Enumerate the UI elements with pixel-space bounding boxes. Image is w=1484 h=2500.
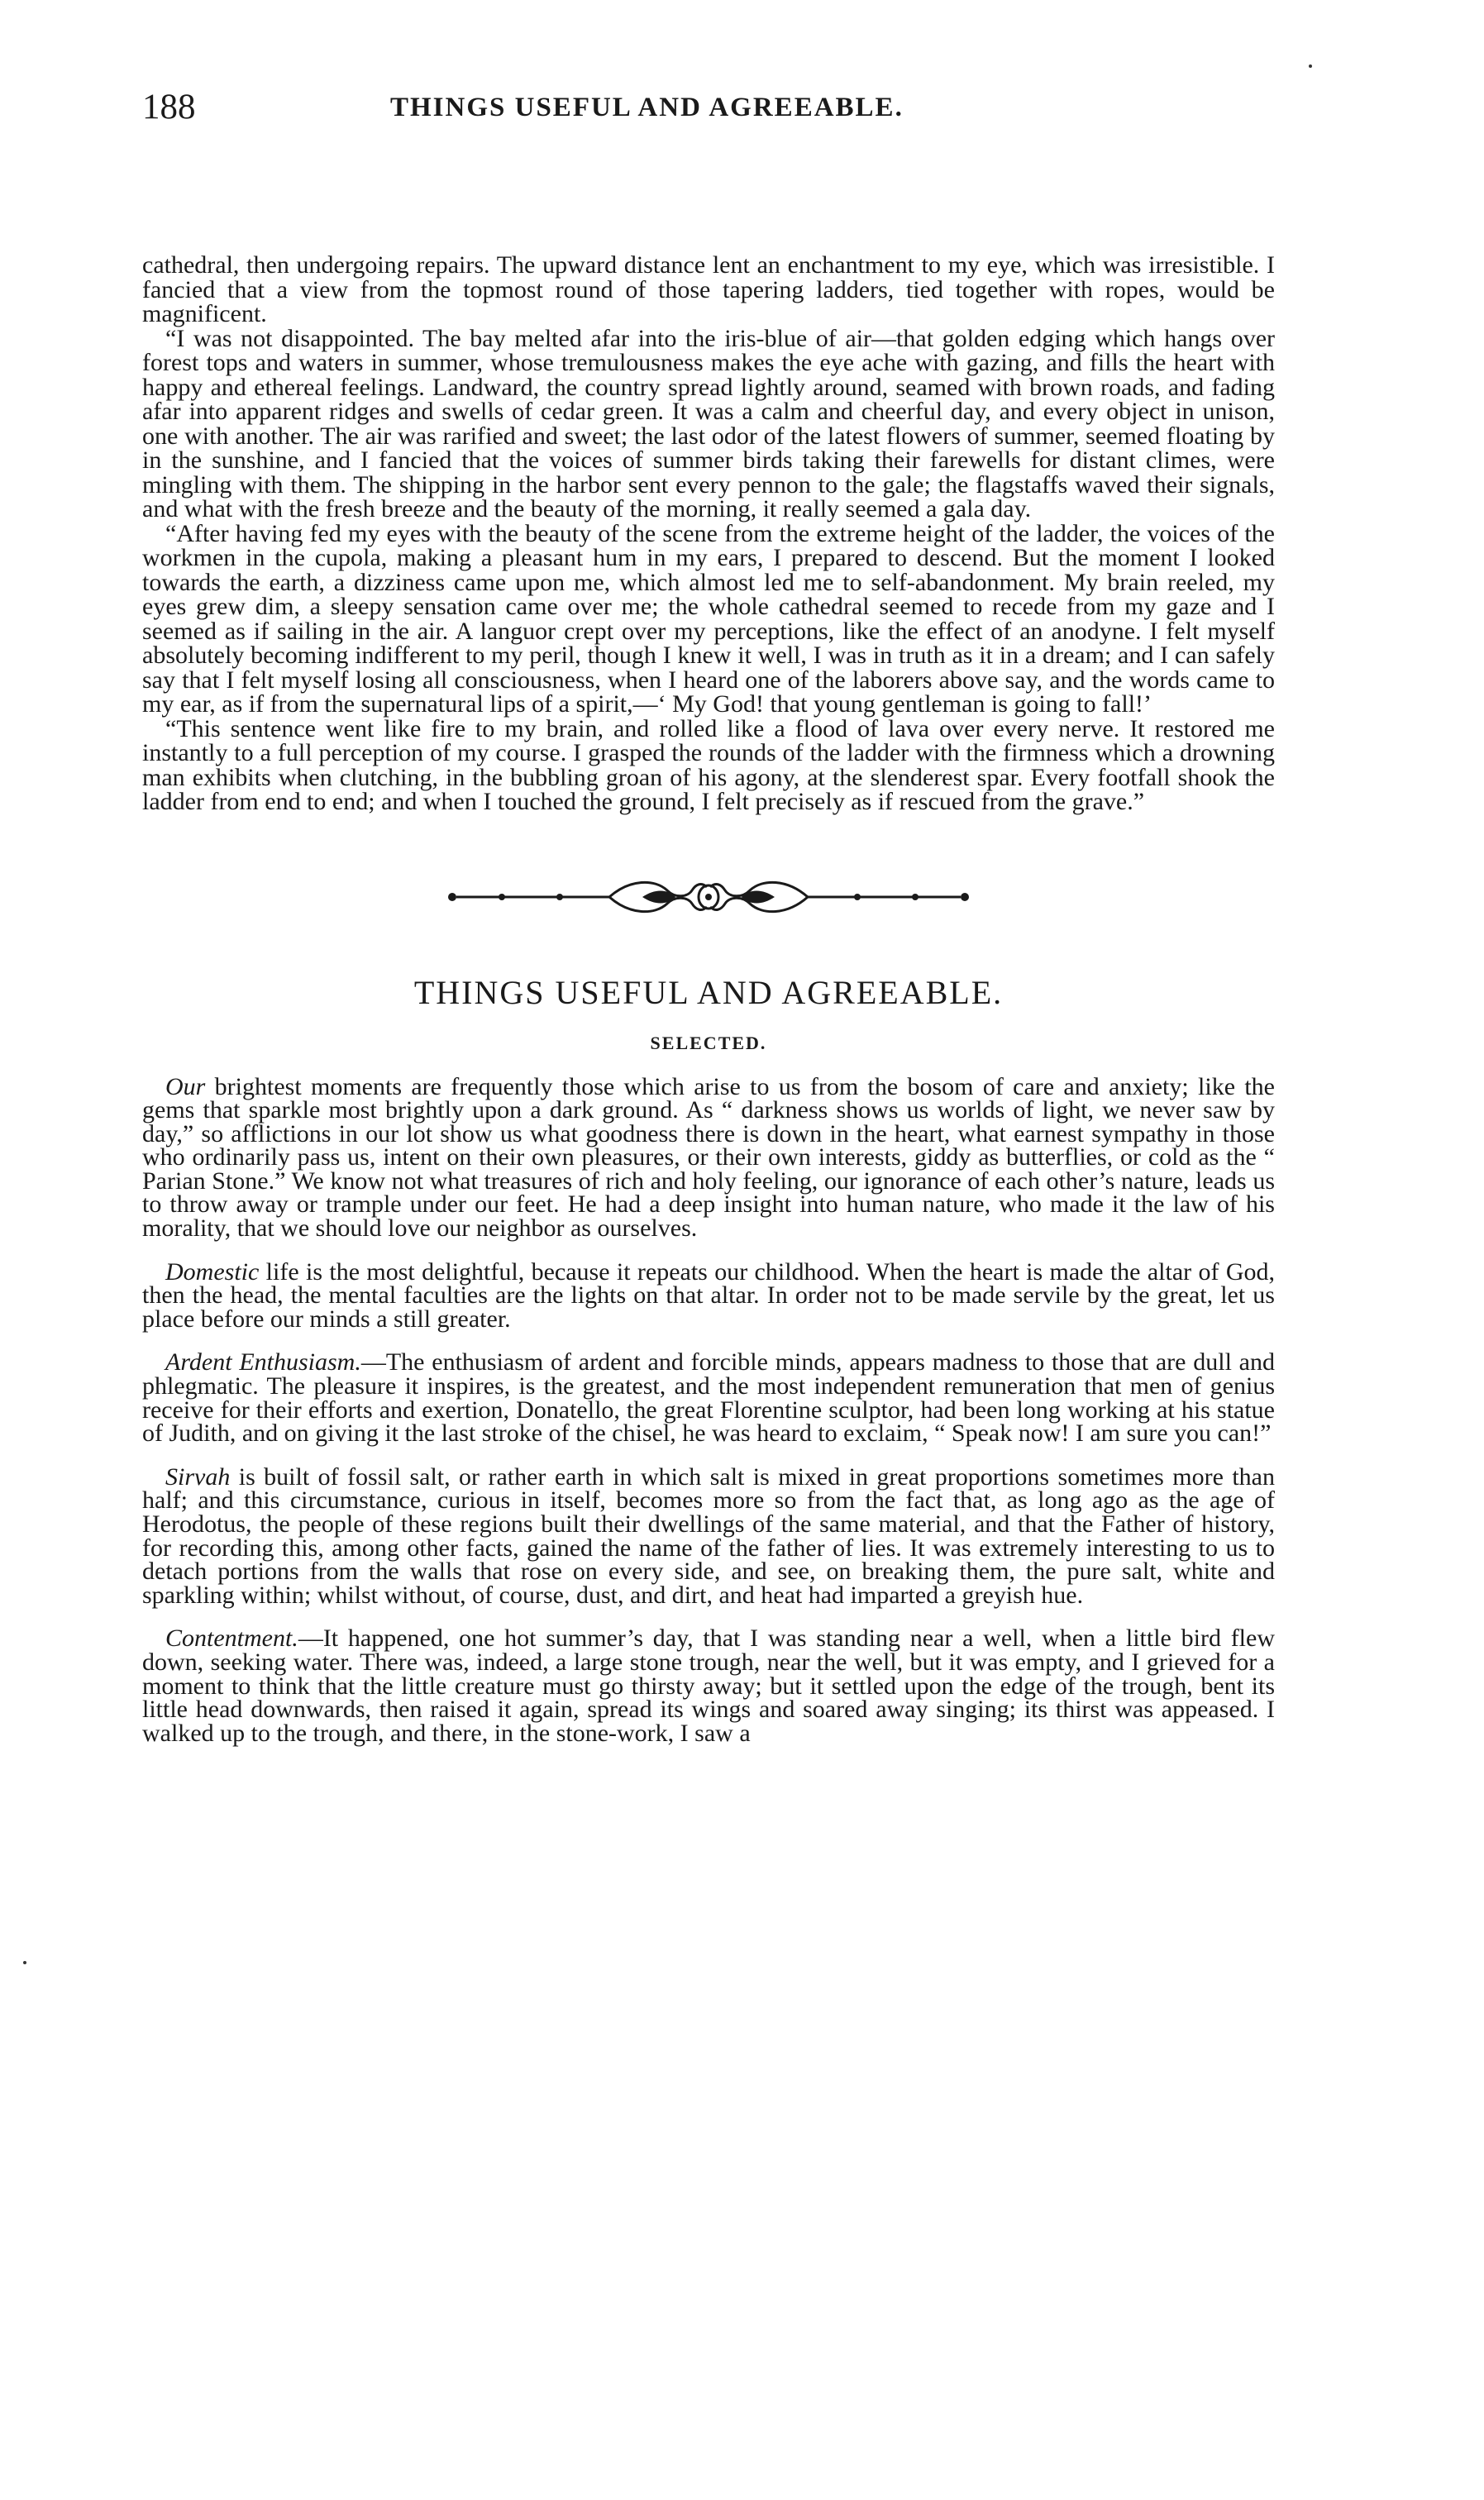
item-text: life is the most delightful, because it repeats our childhood. When the heart is made the altar of God, then the head, the mental faculties are the lights on that altar. In order not to be made servile by the great, let us place before our minds a still greater. bbox=[142, 1257, 1275, 1333]
item-text: —The enthusiasm of ardent and forcible minds, appears madness to those that are dull and phlegmatic. The pleasure it inspires, is the greatest, and the most independent remuneration that men of genius receive for their efforts and exertion, Donatello, the great Florentine sculptor, had been long working at his statue of Judith, and on giving it the last stroke of the chisel, he was heard to exclaim, “ Speak now! I am sure you can!” bbox=[142, 1348, 1276, 1448]
page-header bbox=[142, 83, 1275, 132]
decorative-divider-ornament bbox=[444, 872, 973, 922]
running-head: THINGS USEFUL AND AGREEABLE. bbox=[390, 93, 904, 122]
article-title: THINGS USEFUL AND AGREEABLE. bbox=[413, 973, 1004, 1011]
story-paragraph: “This sentence went like fire to my brain, and rolled like a flood of lava over every nerve. It restored me instantly to a full perception of my course. I grasped the rounds of the ladder with the firmness which a drowning man exhibits when clutching, in the bubbling groan of his agony, at the slenderest spar. Every footfall shook the ladder from end to end; and when I touched the ground, I felt precisely as if rescued from the grave.” bbox=[142, 714, 1275, 815]
book-page bbox=[142, 83, 1275, 1765]
item-lead: Ardent Enthusiasm. bbox=[165, 1348, 361, 1376]
item-lead: Our bbox=[165, 1072, 206, 1100]
story-paragraph: “I was not disappointed. The bay melted afar into the iris-blue of air—that golden edging which hangs over forest tops and waters in summer, whose tremulousness makes the eye ache with gazing, and fills the heart with happy and ethereal feelings. Landward, the country spread lightly around, seamed with brown roads, and fading afar into apparent ridges and swells of cedar green. It was a calm and cheerful day, and every object in unison, one with another. The air was rarified and sweet; the last odor of the latest flowers of summer, seemed floating by in the sunshine, and I fancied that the voices of summer birds taking their farewells for distant climes, were mingling with them. The shipping in the harbor sent every pennon to the gale; the flagstaffs waved their signals, and what with the fresh breeze and the beauty of the morning, it really seemed a gala day. bbox=[142, 324, 1275, 522]
item-text: brightest moments are frequently those which arise to us from the bosom of care and anxiety; like the gems that sparkle most brightly upon a dark ground. As “ darkness shows us worlds of light, we never saw by day,” so afflictions in our lot show us what goodness there is down in the heart, what earnest sympathy in those who ordinarily pass us, intent on their own pleasures, or their own interests, giddy as butterflies, or cold as the “ Parian Stone.” We know not what treasures of rich and holy feeling, our ignorance of each other’s nature, leads us to throw away or trample under our feet. He had a deep insight into human nature, who made it the law of his morality, that we should love our neighbor as ourselves. bbox=[142, 1072, 1275, 1243]
article-item-contentment bbox=[142, 1627, 1275, 1745]
item-text: —It happened, one hot summer’s day, that I was standing near a well, when a little bird flew down, seeking water. There was, indeed, a large stone trough, near the well, but it was empty, and I grieved for a moment to think that the little creature must go thirsty away; but it settled upon the edge of the trough, bent its little head downwards, then raised it again, spread its wings and soared away singing; its thirst was appeased. I walked up to the trough, and there, in the stone-work, I saw a bbox=[142, 1625, 1275, 1747]
item-lead: Contentment. bbox=[165, 1625, 298, 1653]
article-item-domestic-life bbox=[142, 1257, 1275, 1333]
stray-ink-mark-margin bbox=[23, 1961, 26, 1964]
story-paragraph: cathedral, then undergoing repairs. The upward distance lent an enchantment to my eye, which was irresistible. I fancied that a view from the topmost round of those tapering ladders, tied together with ropes, would be magnificent. bbox=[142, 251, 1275, 327]
article-item-brightest-moments bbox=[142, 1072, 1275, 1243]
article-body bbox=[142, 1072, 1276, 1747]
item-lead: Sirvah bbox=[165, 1462, 231, 1491]
story-paragraph: “After having fed my eyes with the beauty of the scene from the extreme height of the ladder, the voices of the workmen in the cupola, making a pleasant hum in my ears, I prepared to descend. But the moment I looked towards the earth, a dizziness came upon me, which almost led me to self-abandonment. My brain reeled, my eyes grew dim, a sleepy sensation came over me; the whole cathedral seemed to recede from my gaze and I seemed as if sailing in the air. A languor crept over my perceptions, like the effect of an anodyne. I felt myself absolutely becoming indifferent to my peril, though I knew it well, I was in truth as it in a dream; and I can safely say that I felt myself losing all consciousness, when I heard one of the laborers above say, and the words came to my ear, as if from the supernatural lips of a spirit,—‘ My God! that young gentleman is going to fall!’ bbox=[142, 519, 1275, 718]
page-number: 188 bbox=[142, 88, 196, 126]
item-text: is built of fossil salt, or rather earth in which salt is mixed in great proportions sometimes more than half; and this circumstance, curious in itself, becomes more so from the fact that, as long ago as the age of Herodotus, the people of these regions built their dwellings of the same material, and that the Father of history, for recording this, among other facts, gained the name of the father of lies. It was extremely interesting to us to detach portions from the walls that rose on every side, and see, on breaking them, the pure salt, white and sparkling within; whilst without, of course, dust, and dirt, and heat had imparted a greyish hue. bbox=[142, 1462, 1275, 1609]
item-lead: Domestic bbox=[165, 1257, 260, 1286]
article-item-ardent-enthusiasm bbox=[142, 1348, 1276, 1448]
stray-ink-mark-top bbox=[1309, 64, 1312, 68]
ornament-icon bbox=[444, 872, 973, 922]
continued-story bbox=[142, 253, 1275, 814]
article-subtitle: SELECTED. bbox=[650, 1032, 767, 1053]
article-item-sirvah bbox=[142, 1462, 1275, 1609]
